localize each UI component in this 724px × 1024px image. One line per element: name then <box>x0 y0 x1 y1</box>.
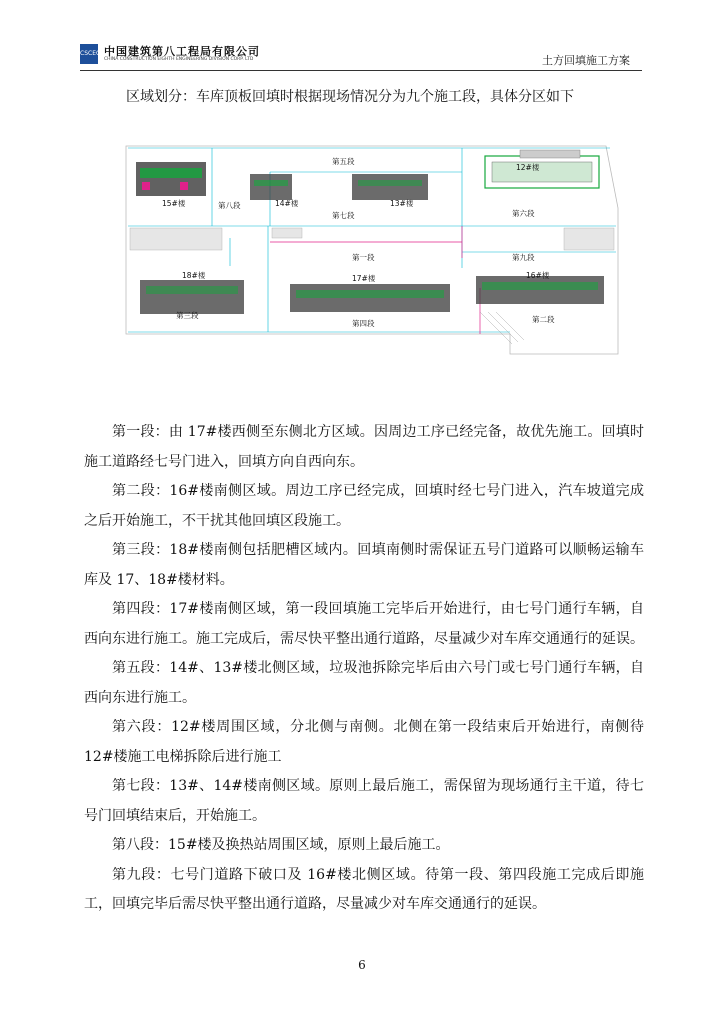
label-building-16: 16#楼 <box>526 271 550 280</box>
label-seg8: 第八段 <box>218 201 241 210</box>
building-15 <box>136 162 206 196</box>
label-building-13: 13#楼 <box>390 199 414 208</box>
building-14 <box>250 174 292 200</box>
paragraph-seg7: 第七段：13#、14#楼南侧区域。原则上最后施工，需保留为现场通行主干道，待七号门回填结束后，开始施工。 <box>84 778 644 824</box>
label-building-14: 14#楼 <box>275 199 299 208</box>
document-title: 土方回填施工方案 <box>542 54 630 67</box>
label-seg1: 第一段 <box>352 253 375 262</box>
label-seg9: 第九段 <box>512 253 535 262</box>
paragraph-seg6: 第六段：12#楼周围区域，分北侧与南侧。北侧在第一段结束后开始进行，南侧待 12#楼施工电梯拆除后进行施工 <box>84 719 644 765</box>
label-seg5: 第五段 <box>332 157 355 166</box>
paragraph-seg5: 第五段：14#、13#楼北侧区域，垃圾池拆除完毕后由六号门或七号门通行车辆，自西向东进行施工。 <box>84 660 644 706</box>
label-building-12: 12#楼 <box>516 163 540 172</box>
company-name-cn: 中国建筑第八工程局有限公司 <box>104 45 260 58</box>
building-13 <box>352 174 428 200</box>
label-seg4: 第四段 <box>352 319 375 328</box>
paragraph-seg9: 第九段：七号门道路下破口及 16#楼北侧区域。待第一段、第四段施工完成后即施工，回填完毕后需尽快平整出通行道路，尽量减少对车库交通通行的延误。 <box>84 866 644 912</box>
page-header <box>80 42 642 71</box>
label-seg3: 第三段 <box>176 311 199 320</box>
company-name-en: CHINA CONSTRUCTION EIGHTH ENGINEERING DIVISION CORP. LTD <box>104 57 254 62</box>
building-18 <box>140 280 244 314</box>
page-number: 6 <box>358 958 366 972</box>
intro-line: 区域划分：车库顶板回填时根据现场情况分为九个施工段，具体分区如下 <box>126 89 574 105</box>
site-zoning-plan <box>120 128 620 364</box>
company-logo <box>80 44 101 64</box>
paragraph-seg4: 第四段：17#楼南侧区域，第一段回填施工完毕后开始进行，由七号门通行车辆，自西向东进行施工。施工完成后，需尽快平整出通行道路，尽量减少对车库交通通行的延误。 <box>84 601 644 647</box>
paragraph-seg1: 第一段：由 17#楼西侧至东侧北方区域。因周边工序已经完备，故优先施工。回填时施工道路经七号门进入，回填方向自西向东。 <box>84 424 644 470</box>
segment-descriptions <box>84 418 644 920</box>
label-seg2: 第二段 <box>532 315 555 324</box>
logo-text: CSCEC <box>80 50 101 57</box>
label-seg7: 第七段 <box>332 211 355 220</box>
building-16 <box>476 276 604 304</box>
label-seg6: 第六段 <box>512 209 535 218</box>
paragraph-seg2: 第二段：16#楼南侧区域。周边工序已经完成，回填时经七号门进入，汽车坡道完成之后开始施工，不干扰其他回填区段施工。 <box>84 483 644 529</box>
paragraph-seg8: 第八段：15#楼及换热站周围区域，原则上最后施工。 <box>112 837 450 853</box>
label-building-18: 18#楼 <box>182 271 206 280</box>
paragraph-seg3: 第三段：18#楼南侧包括肥槽区域内。回填南侧时需保证五号门道路可以顺畅运输车库及 17、18#楼材料。 <box>84 542 644 588</box>
building-17 <box>290 284 450 312</box>
label-building-17: 17#楼 <box>352 274 376 283</box>
label-building-15: 15#楼 <box>162 199 186 208</box>
